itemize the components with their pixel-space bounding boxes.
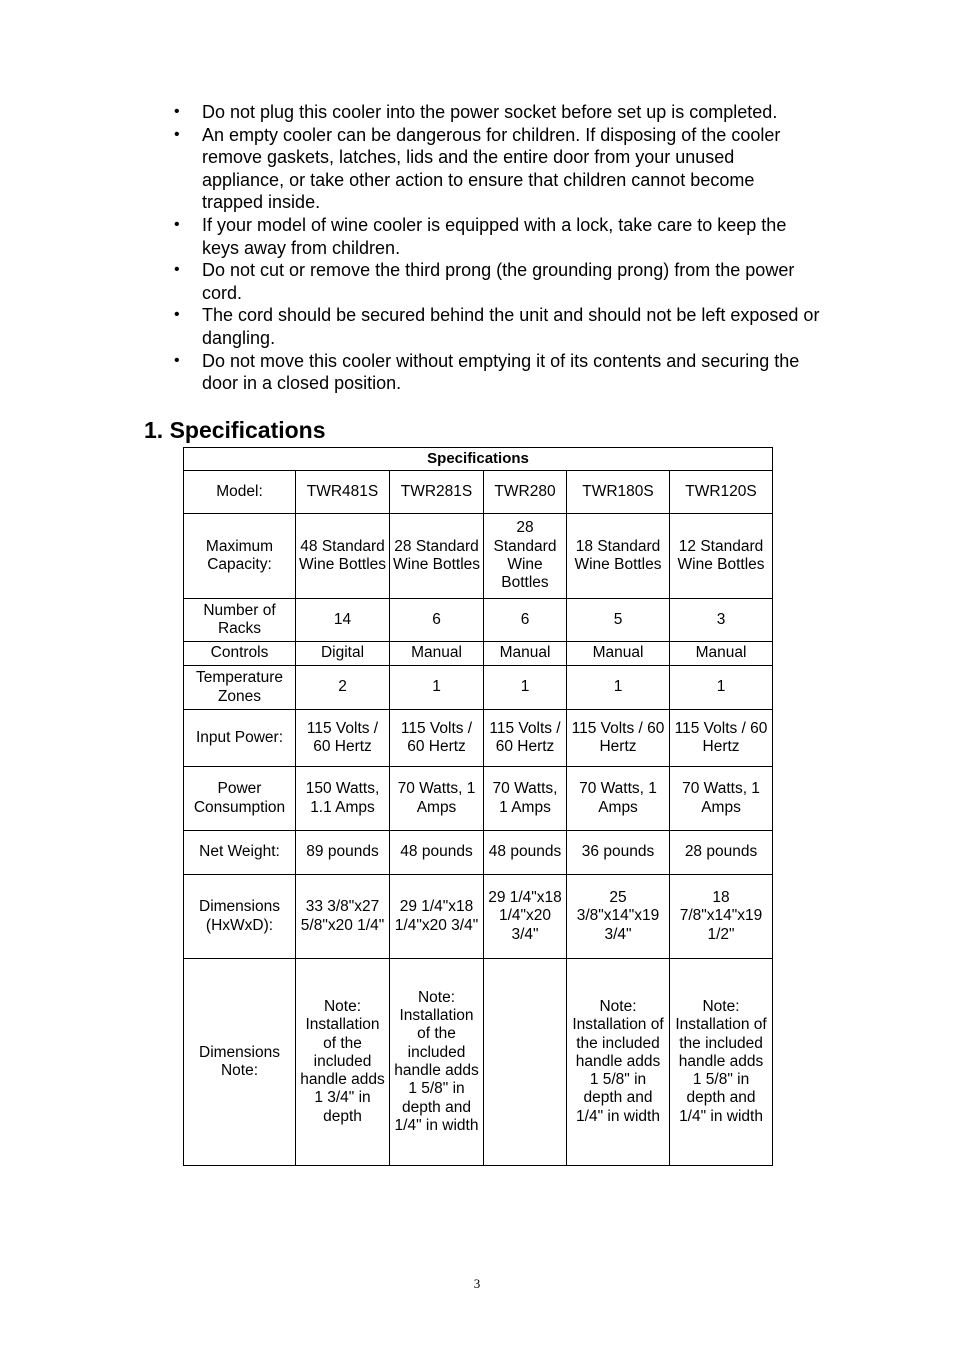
- table-cell: 89 pounds: [296, 831, 390, 875]
- table-cell: 115 Volts / 60 Hertz: [484, 710, 567, 767]
- table-cell: 28 pounds: [670, 831, 773, 875]
- table-cell: 48 pounds: [484, 831, 567, 875]
- table-cell: Manual: [567, 642, 670, 666]
- table-row: [184, 599, 773, 642]
- bullet-icon: •: [174, 103, 180, 120]
- table-row: [184, 959, 773, 1166]
- row-label: Model:: [184, 471, 296, 514]
- table-cell: 48 Standard Wine Bottles: [296, 514, 390, 599]
- bullet-icon: •: [174, 306, 180, 324]
- table-cell: TWR120S: [670, 471, 773, 514]
- bullet-text: If your model of wine cooler is equipped with a lock, take care to keep the keys away from children.: [202, 214, 787, 258]
- specifications-table: [183, 447, 773, 1166]
- table-cell: 28 Standard Wine Bottles: [390, 514, 484, 599]
- table-cell: 6: [484, 599, 567, 642]
- section-heading: 1. Specifications: [144, 417, 326, 443]
- bullet-text: Do not plug this cooler into the power socket before set up is completed.: [202, 102, 778, 122]
- row-label: Input Power:: [184, 710, 296, 767]
- table-cell: 29 1/4"x18 1/4"x20 3/4": [390, 875, 484, 959]
- table-cell: 70 Watts, 1 Amps: [390, 767, 484, 831]
- table-caption-row: [184, 448, 773, 471]
- table-row: [184, 831, 773, 875]
- table-cell: 115 Volts / 60 Hertz: [390, 710, 484, 767]
- table-cell: 25 3/8"x14"x19 3/4": [567, 875, 670, 959]
- table-cell: TWR281S: [390, 471, 484, 514]
- table-cell: 14: [296, 599, 390, 642]
- table-cell: 115 Volts / 60 Hertz: [567, 710, 670, 767]
- table-cell: Note: Installation of the included handle adds 1 5/8" in depth and 1/4" in width: [390, 959, 484, 1166]
- row-label: Dimensions (HxWxD):: [184, 875, 296, 959]
- table-cell: 12 Standard Wine Bottles: [670, 514, 773, 599]
- table-cell: 115 Volts / 60 Hertz: [670, 710, 773, 767]
- table-cell: 6: [390, 599, 484, 642]
- safety-bullet-list: [170, 101, 820, 395]
- row-label: Dimensions Note:: [184, 959, 296, 1166]
- table-cell: 18 7/8"x14"x19 1/2": [670, 875, 773, 959]
- table-cell: 36 pounds: [567, 831, 670, 875]
- table-row: [184, 710, 773, 767]
- table-cell: 150 Watts, 1.1 Amps: [296, 767, 390, 831]
- table-cell: Digital: [296, 642, 390, 666]
- table-row: [184, 875, 773, 959]
- bullet-text: Do not cut or remove the third prong (the grounding prong) from the power cord.: [202, 260, 795, 303]
- table-row: [184, 471, 773, 514]
- table-cell: 70 Watts, 1 Amps: [670, 767, 773, 831]
- table-cell: Manual: [390, 642, 484, 666]
- table-row: [184, 642, 773, 666]
- table-cell: 1: [390, 666, 484, 710]
- bullet-item: [170, 259, 820, 304]
- table-cell: TWR280: [484, 471, 567, 514]
- table-cell: Note: Installation of the included handle adds 1 5/8" in depth and 1/4" in width: [670, 959, 773, 1166]
- table-row: [184, 666, 773, 710]
- bullet-text: The cord should be secured behind the unit and should not be left exposed or dangling.: [202, 305, 820, 348]
- table-cell: 18 Standard Wine Bottles: [567, 514, 670, 599]
- table-row: [184, 767, 773, 831]
- row-label: Maximum Capacity:: [184, 514, 296, 599]
- bullet-icon: •: [174, 351, 180, 369]
- row-label: Power Consumption: [184, 767, 296, 831]
- row-label: Controls: [184, 642, 296, 666]
- row-label: Net Weight:: [184, 831, 296, 875]
- table-cell: 1: [567, 666, 670, 710]
- page-number: 3: [473, 1276, 481, 1291]
- table-cell: Manual: [670, 642, 773, 666]
- table-cell: Manual: [484, 642, 567, 666]
- table-cell: Note: Installation of the included handle adds 1 3/4" in depth: [296, 959, 390, 1166]
- table-cell: Note: Installation of the included handle adds 1 5/8" in depth and 1/4" in width: [567, 959, 670, 1166]
- table-cell: 70 Watts, 1 Amps: [567, 767, 670, 831]
- row-label: Temperature Zones: [184, 666, 296, 710]
- table-caption: Specifications: [184, 448, 773, 471]
- table-cell: [484, 959, 567, 1166]
- table-cell: 70 Watts, 1 Amps: [484, 767, 567, 831]
- bullet-text: Do not move this cooler without emptying it of its contents and securing the door in a closed position.: [202, 350, 800, 394]
- table-cell: 48 pounds: [390, 831, 484, 875]
- bullet-icon: •: [174, 125, 180, 143]
- table-cell: TWR180S: [567, 471, 670, 514]
- table-cell: TWR481S: [296, 471, 390, 514]
- bullet-item: [170, 214, 820, 259]
- table-cell: 33 3/8"x27 5/8"x20 1/4": [296, 875, 390, 959]
- row-label: Number of Racks: [184, 599, 296, 642]
- bullet-icon: •: [174, 261, 180, 279]
- bullet-item: [170, 101, 820, 124]
- table-cell: 28 Standard Wine Bottles: [484, 514, 567, 599]
- table-cell: 2: [296, 666, 390, 710]
- table-cell: 29 1/4"x18 1/4"x20 3/4": [484, 875, 567, 959]
- table-cell: 1: [484, 666, 567, 710]
- table-cell: 1: [670, 666, 773, 710]
- bullet-item: [170, 304, 820, 349]
- table-cell: 3: [670, 599, 773, 642]
- table-cell: 115 Volts / 60 Hertz: [296, 710, 390, 767]
- bullet-item: [170, 350, 820, 395]
- bullet-item: [170, 124, 820, 214]
- table-row: [184, 514, 773, 599]
- table-cell: 5: [567, 599, 670, 642]
- bullet-text: An empty cooler can be dangerous for children. If disposing of the cooler remove gaskets, latches, lids and the entire door from your unused appliance, or take other action to ensure that children cannot become trapped inside.: [202, 124, 781, 213]
- bullet-icon: •: [174, 215, 180, 233]
